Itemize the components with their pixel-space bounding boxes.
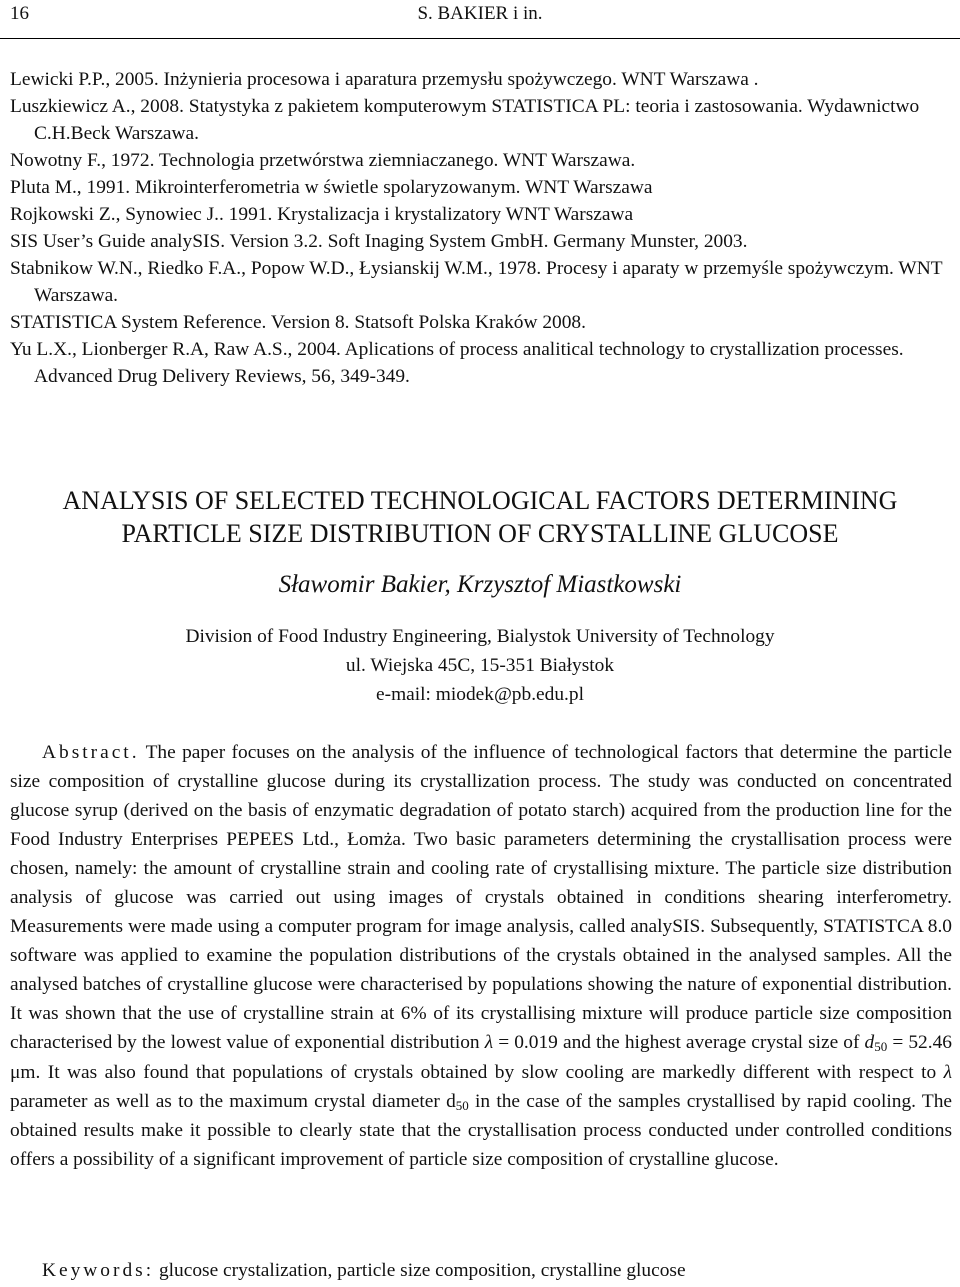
abstract-text-1: The paper focuses on the analysis of the influence of technological factors that determine the particle size composition of crystalline glucose during its crystallization process. The study was conducted on concentrated glucose syrup (derived on the basis of enzymatic degradation of potato starch) acquired from the production line for the Food Industry Enterprises PEPEES Ltd., Łomża. Two basic parameters determining the crystallisation process were chosen, namely: the amount of crystalline strain and cooling rate of crystallising mixture. The particle size distribution analysis of glucose was carried out using images of crystals obtained in conditions shearing interferometry. Measurements were made using a computer program for image analysis, called analySIS. Subsequently, STATISTCA 8.0 software was applied to examine the population distributions of the crystals obtained in the analysed samples. All the analysed batches of crystalline glucose were characterised by populations showing the nature of exponential distribution. It was shown that the use of crystalline strain at 6% of its crystallising mixture will produce particle size composition characterised by the lowest value of exponential distribution (10, 742, 952, 1054)
reference-item: STATISTICA System Reference. Version 8. Statsoft Polska Kraków 2008. (10, 312, 586, 333)
page-number: 16 (10, 3, 29, 24)
reference-item: Luszkiewicz A., 2008. Statystyka z pakietem komputerowym STATISTICA PL: teoria i zastosowania. Wydawnictwo C.H.Beck Warszawa. (10, 96, 920, 144)
keywords-label: Keywords: (42, 1260, 155, 1281)
d-subscript: 50 (874, 1039, 888, 1055)
reference-item: Nowotny F., 1972. Technologia przetwórstwa ziemniaczanego. WNT Warszawa. (10, 150, 636, 171)
keywords-text: glucose crystalization, particle size composition, crystalline glucose (154, 1260, 686, 1281)
article-title-line-1: ANALYSIS OF SELECTED TECHNOLOGICAL FACTORS DETERMINING (62, 486, 898, 515)
keywords (10, 1258, 952, 1284)
reference-item: Lewicki P.P., 2005. Inżynieria procesowa i aparatura przemysłu spożywczego. WNT Warszawa . (10, 69, 759, 90)
abstract (10, 738, 952, 1174)
article-authors: Sławomir Bakier, Krzysztof Miastkowski (278, 571, 682, 598)
abstract-text-2: = 0.019 and the highest average crystal size of (493, 1032, 865, 1054)
reference-item: Stabnikow W.N., Riedko F.A., Popow W.D., Łysianskij W.M., 1978. Procesy i aparaty w przemyśle spożywczym. WNT Warszawa. (10, 258, 943, 306)
running-head: S. BAKIER i in. (417, 3, 543, 24)
abstract-text-5: in the case of the samples crystallised by rapid cooling. The obtained results make it possible to clearly state that the crystallisation process conducted under controlled conditions offers a possibility of a significant improvement of particle size composition of crystalline glucose. (10, 1090, 952, 1170)
d-symbol: d (446, 1090, 456, 1112)
abstract-text-3: = 52.46 μm. It was also found that populations of crystals obtained by slow cooling are markedly different with respect to (10, 1032, 952, 1083)
d-symbol: d (864, 1032, 875, 1054)
lambda-symbol: λ (484, 1032, 494, 1054)
address: ul. Wiejska 45C, 15-351 Białystok (345, 655, 615, 676)
article-title-line-2: PARTICLE SIZE DISTRIBUTION OF CRYSTALLINE GLUCOSE (121, 519, 839, 548)
page-header (10, 2, 950, 26)
affiliation-block (0, 622, 960, 709)
lambda-symbol: λ (943, 1061, 952, 1083)
d-subscript: 50 (455, 1097, 469, 1113)
reference-item: Yu L.X., Lionberger R.A, Raw A.S., 2004. Aplications of process analitical technology to crystallization processes. Advanced Drug Delivery Reviews, 56, 349-349. (10, 339, 904, 387)
reference-item: Rojkowski Z., Synowiec J.. 1991. Krystalizacja i krystalizatory WNT Warszawa (10, 204, 634, 225)
abstract-text-4: parameter as well as to the maximum crystal diameter (10, 1090, 447, 1112)
abstract-label: Abstract. (42, 742, 140, 763)
header-rule (0, 38, 960, 39)
reference-list (10, 66, 950, 390)
affiliation: Division of Food Industry Engineering, Bialystok University of Technology (185, 626, 775, 647)
reference-item: Pluta M., 1991. Mikrointerferometria w świetle spolaryzowanym. WNT Warszawa (10, 177, 653, 198)
email: e-mail: miodek@pb.edu.pl (376, 684, 584, 705)
reference-item: SIS User’s Guide analySIS. Version 3.2. Soft Inaging System GmbH. Germany Munster, 2003. (10, 231, 748, 252)
article-title (0, 484, 960, 550)
